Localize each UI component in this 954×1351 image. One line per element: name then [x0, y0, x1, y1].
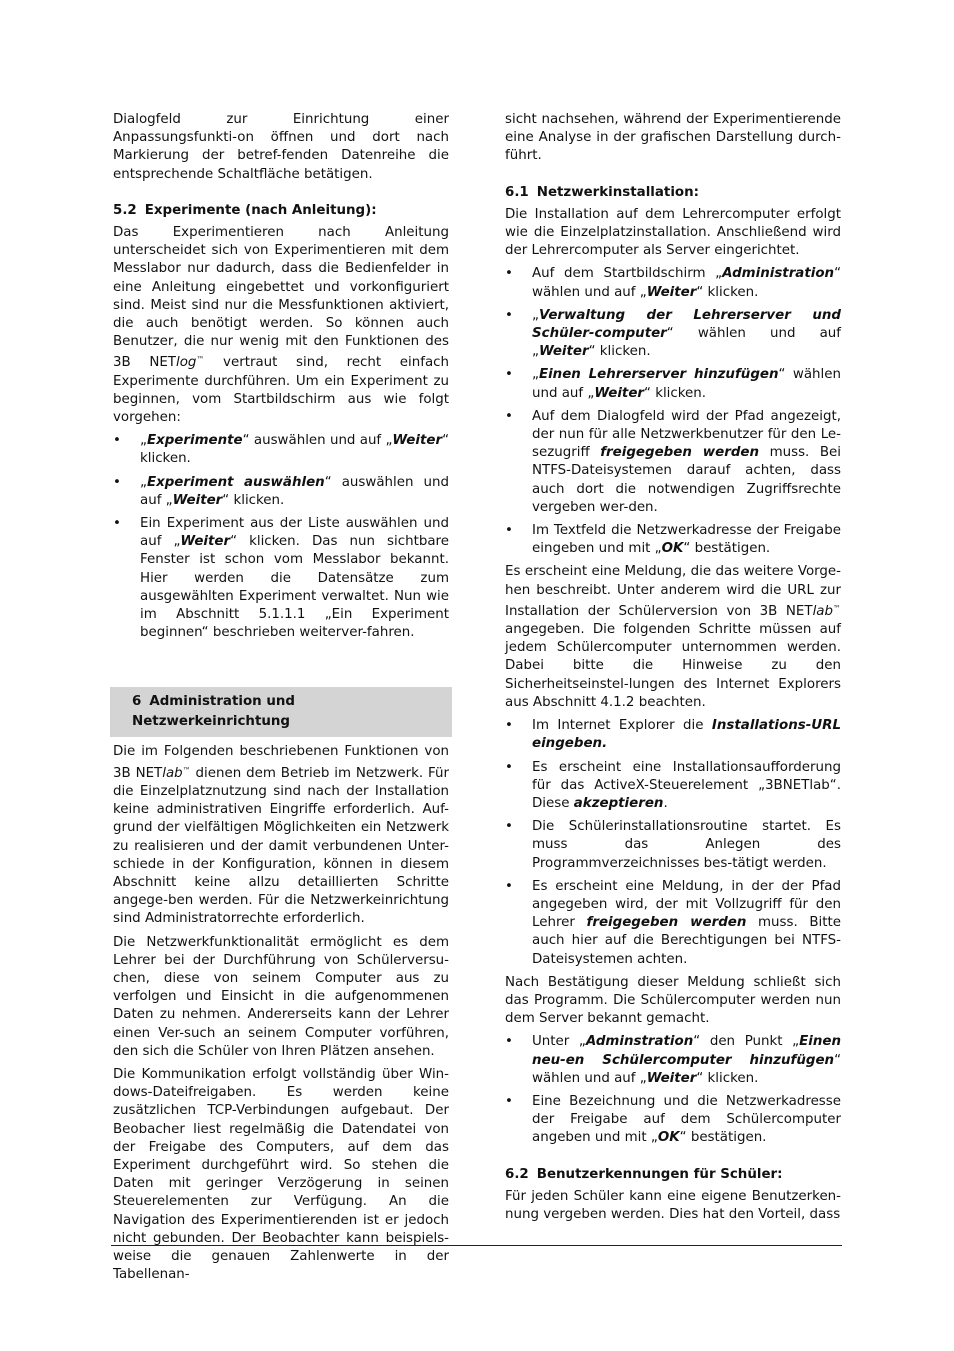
paragraph: Nach Bestätigung dieser Meldung schließt sich das Programm. Die Schülercomputer werden nun dem Server bekannt gemacht. — [505, 974, 841, 1027]
paragraph: Die Netzwerkfunktionalität ermöglicht es dem Lehrer bei der Durchführung von Schülerversu-chen, diese von seinem Computer aus zu verfolgen und Einsicht in die aufgenommenen Daten zu nehmen. Andererseits kann der Lehrer einen Ver-such an seinem Computer vorführen, den sich die Schüler von Ihren Plätzen ansehen. — [113, 934, 449, 1059]
left-column — [113, 111, 449, 1289]
list-item: • Unter „Adminstration“ den Punkt „Einen neu-en Schülercomputer hinzufügen“ wählen und auf „Weiter“ klicken. — [505, 1033, 841, 1088]
section-heading-6-1: 6.1 Netzwerkinstallation: — [505, 184, 700, 200]
bullet-list — [505, 717, 841, 969]
list-item: • Ein Experiment aus der Liste auswählen und auf „Weiter“ klicken. Das nun sichtbare Fenster ist schon vom Messlabor bekannt. Hier werden die Datensätze zum ausgewählten Experiment verwaltet. Nun wie im Abschnitt 5.1.1.1 „Ein Experiment beginnen“ beschrieben weiterver-fahren. — [113, 515, 449, 642]
spacer — [113, 189, 449, 202]
paragraph: Die Installation auf dem Lehrercomputer erfolgt wie die Einzelplatzinstallation. Anschließend wird der Lehrercomputer als Server eingerichtet. — [505, 206, 841, 259]
list-item: • Im Internet Explorer die Installations-URL eingeben. — [505, 717, 841, 753]
footer-rule — [111, 1245, 842, 1246]
paragraph: Es erscheint eine Meldung, die das weitere Vorge-hen beschreibt. Unter anderem wird die URL zur Installation der Schülerversion von 3B NETlab™ angegeben. Die folgenden Schritte müssen auf jedem Schülercomputer unternommen werden. Dabei bitte die Hinweise zu den Sicherheitseinstel-lungen des Internet Explorers aus Abschnitt 4.1.2 beachten. — [505, 564, 841, 710]
paragraph: Für jeden Schüler kann eine eigene Benutzerken-nung vergeben werden. Dies hat den Vorteil, dass — [505, 1188, 841, 1222]
section-heading-6-2: 6.2 Benutzerkennungen für Schüler: — [505, 1166, 783, 1182]
list-item: • Auf dem Dialogfeld wird der Pfad angezeigt, der nun für alle Netzwerkbenutzer für den Le-sezugriff freigegeben werden muss. Bei NTFS-Dateisystemen darauf achten, dass auch dort die notwendigen Zugriffsrechte vergeben wer-den. — [505, 408, 841, 517]
paragraph: Die im Folgenden beschriebenen Funktionen von 3B NETlab™ dienen dem Betrieb im Netzwerk. Für die Einzelplatznutzung sind nach der Installation keine administrativen Eingriffe erforderlich. Auf-grund der vielfältigen Möglichkeiten ein Netzwerk zu realisieren und der damit verbundenen Unter-schiede in der Konfiguration, können in diesem Abschnitt keine allzu detaillierten Schritte angege-ben werden. Für die Netzwerkeinrichtung sind Administratorrechte erforderlich. — [113, 744, 449, 927]
list-item: • „Experiment auswählen“ auswählen und auf „Weiter“ klicken. — [113, 474, 449, 510]
bullet-list — [113, 432, 449, 642]
intro-paragraph: Dialogfeld zur Einrichtung einer Anpassungsfunkti-on öffnen und dort nach Markierung der betref-fenden Datenreihe die entsprechende Schaltfläche betätigen. — [113, 112, 449, 182]
list-item: • „Einen Lehrerserver hinzufügen“ wählen und auf „Weiter“ klicken. — [505, 366, 841, 402]
bullet-list — [505, 265, 841, 558]
spacer — [113, 647, 449, 687]
list-item: • Es erscheint eine Meldung, in der der Pfad angegeben wird, der mit Vollzugriff für den Lehrer freigegeben werden muss. Bitte auch hier auf die Berechtigungen bei NTFS-Dateisystemen achten. — [505, 878, 841, 969]
paragraph: Die Kommunikation erfolgt vollständig über Win-dows-Dateifreigaben. Es werden keine zusätzlichen TCP-Verbindungen aufgebaut. Der Beobacher liest regelmäßig die Datendatei von der Freigabe des Computers, auf dem das Experiment durchgeführt wird. So stehen die Daten mit geringer Verzögerung in seinen Steuerelementen zur Verfügung. An die Navigation des Experimentierenden ist er jedoch nicht gebunden. Der Beobachter kann beispiels-weise die genauen Zahlenwerte in der Tabellenan- — [113, 1066, 449, 1283]
list-item: • Die Schülerinstallationsroutine startet. Es muss das Anlegen des Programmverzeichnisses bes-tätigt werden. — [505, 818, 841, 873]
spacer — [505, 1153, 841, 1166]
list-item: • Im Textfeld die Netzwerkadresse der Freigabe eingeben und mit „OK“ bestätigen. — [505, 522, 841, 558]
bullet-list — [505, 1033, 841, 1147]
section-heading-6: 6 Administration und Netzwerkeinrichtung — [110, 687, 452, 737]
section-heading-5-2: 5.2 Experimente (nach Anleitung): — [113, 202, 377, 218]
paragraph: Das Experimentieren nach Anleitung unterscheidet sich von Experimentieren mit dem Messlabor nur dadurch, dass die Bedienfelder in eine Anleitung eingebettet und vorkonfiguriert sind. Meist sind nur die Messfunktionen aktiviert, die auch benötigt werden. So können auch Benutzer, die nur wenig mit den Funktionen des 3B NETlog™ vertraut sind, recht einfach Experimente durchführen. Um ein Experiment zu beginnen, vom Startbildschirm aus wie folgt vorgehen: — [113, 225, 449, 426]
list-item: • „Verwaltung der Lehrerserver und Schüler-computer“ wählen und auf „Weiter“ klicken. — [505, 307, 841, 362]
list-item: • Es erscheint eine Installationsaufforderung für das ActiveX-Steuerelement „3BNETlab“. Diese akzeptieren. — [505, 759, 841, 814]
list-item: • Auf dem Startbildschirm „Administration“ wählen und auf „Weiter“ klicken. — [505, 265, 841, 301]
list-item: • Eine Bezeichnung und die Netzwerkadresse der Freigabe auf dem Schülercomputer angeben und mit „OK“ bestätigen. — [505, 1093, 841, 1148]
spacer — [505, 171, 841, 184]
list-item: • „Experimente“ auswählen und auf „Weiter“ klicken. — [113, 432, 449, 468]
paragraph: sicht nachsehen, während der Experimentierende eine Analyse in der grafischen Darstellung durch-führt. — [505, 112, 841, 164]
right-column — [505, 111, 841, 1229]
